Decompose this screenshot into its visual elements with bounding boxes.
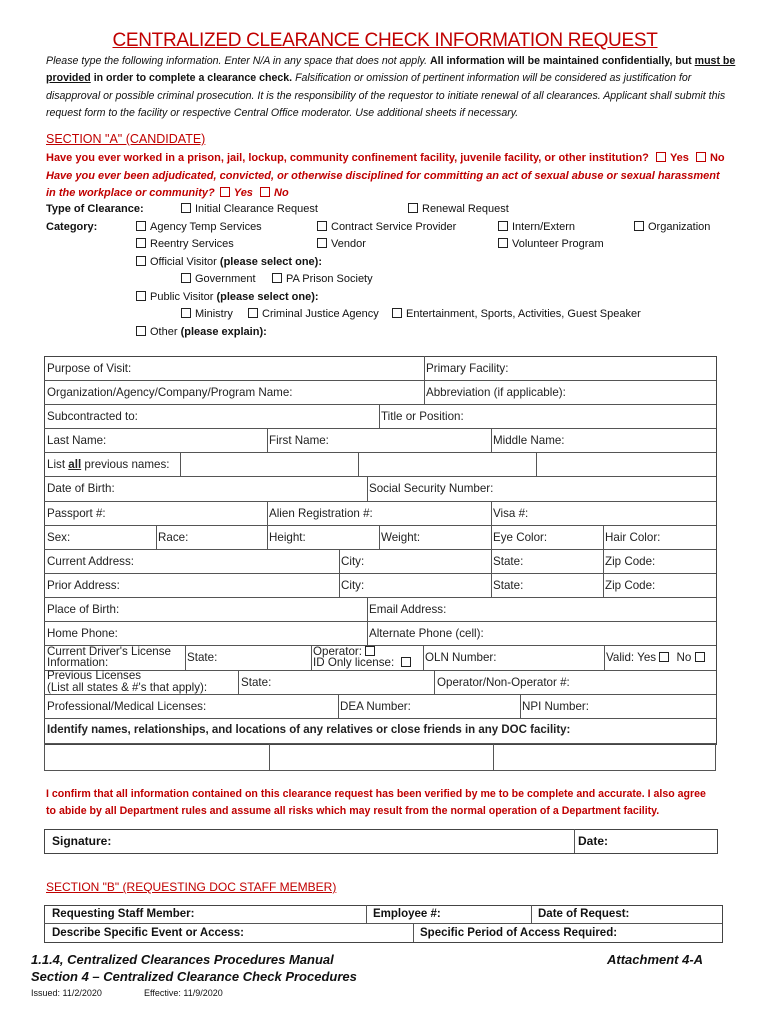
grid-line <box>423 645 424 670</box>
grid-line <box>267 525 268 549</box>
field-alien-registration[interactable]: Alien Registration #: <box>269 507 373 520</box>
q1-yes-label: Yes <box>669 152 689 164</box>
checkbox-valid-yes[interactable] <box>659 652 669 662</box>
checkbox-reentry[interactable] <box>136 238 146 248</box>
option-agency-temp[interactable] <box>136 221 262 233</box>
option-contract-label: Contract Service Provider <box>331 221 457 233</box>
grid-line <box>44 476 716 477</box>
previous-names-post: previous names: <box>84 458 170 471</box>
grid-line <box>358 452 359 476</box>
grid-line <box>366 905 367 923</box>
previous-names-all: all <box>68 458 82 471</box>
field-oln-number[interactable]: OLN Number: <box>425 651 497 664</box>
option-ministry-label: Ministry <box>195 308 233 320</box>
option-official-note: (please select one): <box>219 256 322 268</box>
grid-line <box>604 645 605 670</box>
field-relatives-label: Identify names, relationships, and locations of any relatives or close friends in any DOC facility: <box>47 724 571 736</box>
checkbox-id-only[interactable] <box>401 657 411 667</box>
previous-licenses-line1: Previous Licenses <box>47 669 142 682</box>
field-npi-number[interactable]: NPI Number: <box>522 700 590 713</box>
grid-line <box>379 404 380 428</box>
option-pa-prison[interactable] <box>272 273 373 285</box>
field-dob[interactable]: Date of Birth: <box>47 482 115 495</box>
field-date-of-request[interactable]: Date of Request: <box>538 908 630 920</box>
checkbox-operator[interactable] <box>365 646 375 656</box>
field-alternate-phone[interactable]: Alternate Phone (cell): <box>369 627 484 640</box>
option-government[interactable] <box>181 273 256 285</box>
option-reentry[interactable] <box>136 238 234 250</box>
grid-line <box>44 452 716 453</box>
option-agency-temp-label: Agency Temp Services <box>150 221 262 233</box>
checkbox-ministry[interactable] <box>181 308 191 318</box>
option-vendor[interactable] <box>317 238 366 250</box>
field-prior-address[interactable]: Prior Address: <box>47 579 120 592</box>
previous-names-pre: List <box>47 458 66 471</box>
field-hair-color[interactable]: Hair Color: <box>605 531 661 544</box>
grid-line <box>491 501 492 525</box>
intro-p1: Please type the following information. Enter N/A in any space that does not apply. <box>46 55 428 67</box>
grid-line <box>44 770 716 771</box>
grid-line <box>338 694 339 718</box>
option-government-label: Government <box>195 273 256 285</box>
checkbox-q1-no[interactable] <box>696 152 706 162</box>
field-race[interactable]: Race: <box>158 531 189 544</box>
intro-p1-bold: All information will be maintained confidentially, but <box>429 55 692 67</box>
grid-line <box>379 525 380 549</box>
form-title: CENTRALIZED CLEARANCE CHECK INFORMATION REQUEST <box>112 30 658 51</box>
checkbox-contract[interactable] <box>317 221 327 231</box>
grid-line <box>44 621 716 622</box>
field-previous-state[interactable]: State: <box>241 676 272 689</box>
grid-line <box>367 597 368 645</box>
option-public-note: (please select one): <box>216 291 319 303</box>
grid-line <box>715 743 716 770</box>
field-dea-number[interactable]: DEA Number: <box>340 700 411 713</box>
footer-effective: Effective: 11/9/2020 <box>144 988 223 998</box>
option-ministry[interactable] <box>181 308 233 320</box>
checkbox-government[interactable] <box>181 273 191 283</box>
option-entertainment-label: Entertainment, Sports, Activities, Guest Speaker <box>406 308 641 320</box>
checkbox-initial[interactable] <box>181 203 191 213</box>
field-previous-names[interactable] <box>47 458 169 471</box>
option-organization[interactable] <box>634 221 710 233</box>
checkbox-other[interactable] <box>136 326 146 336</box>
option-public-visitor[interactable] <box>136 291 319 303</box>
checkbox-q1-yes[interactable] <box>656 152 666 162</box>
field-weight[interactable]: Weight: <box>381 531 421 544</box>
field-height[interactable]: Height: <box>269 531 306 544</box>
checkbox-pa-prison[interactable] <box>272 273 282 283</box>
section-a-heading: SECTION "A" (CANDIDATE) <box>46 132 206 146</box>
grid-line <box>520 694 521 718</box>
option-cja-label: Criminal Justice Agency <box>262 308 379 320</box>
section-b-heading: SECTION "B" (REQUESTING DOC STAFF MEMBER) <box>46 880 337 894</box>
grid-line <box>44 525 716 526</box>
signature-field[interactable]: Signature: <box>52 834 112 848</box>
option-reentry-label: Reentry Services <box>150 238 234 250</box>
question-worked-text: Have you ever worked in a prison, jail, lockup, community confinement facility, juvenile facility, or other institution? <box>46 152 649 164</box>
field-current-city[interactable]: City: <box>341 555 365 568</box>
checkbox-public-visitor[interactable] <box>136 291 146 301</box>
field-purpose[interactable]: Purpose of Visit: <box>47 362 132 375</box>
drivers-license-line2: Information: <box>47 656 109 669</box>
grid-line <box>491 525 492 549</box>
field-operator[interactable] <box>313 646 415 668</box>
field-employee-number[interactable]: Employee #: <box>373 908 441 920</box>
grid-line <box>367 476 368 501</box>
relatives-input[interactable] <box>45 744 715 769</box>
grid-line <box>267 428 268 452</box>
grid-line <box>339 549 340 597</box>
type-of-clearance-label: Type of Clearance: <box>46 203 144 215</box>
option-volunteer[interactable] <box>498 238 604 250</box>
option-other[interactable] <box>136 326 267 338</box>
footer-manual: 1.1.4, Centralized Clearances Procedures Manual <box>31 952 334 967</box>
footer-issued: Issued: 11/2/2020 <box>31 988 102 998</box>
option-other-note: (please explain): <box>180 326 267 338</box>
id-only-label: ID Only license: <box>313 656 395 669</box>
checkbox-valid-no[interactable] <box>695 652 705 662</box>
grid-line <box>44 923 722 924</box>
field-drivers-license[interactable] <box>47 646 171 668</box>
intro-p2-bold: in order to complete a clearance check. <box>93 72 293 85</box>
drivers-license-line1: Current Driver's License <box>47 645 171 658</box>
field-subcontracted[interactable]: Subcontracted to: <box>47 410 138 423</box>
grid-line <box>44 573 716 574</box>
option-public-label: Public Visitor <box>150 291 214 303</box>
grid-line <box>44 718 716 719</box>
valid-no-label: No <box>676 651 692 664</box>
intro-p2-rest: Falsification or omission of pertinent information will be considered as justification for disapproval or possible criminal prosecution. It is the responsibility of the requestor to initiate renewal of all clearances. Applicant shall submit this request form to the facility or respective Central Office moderator. Use additional sheets if necessary. <box>46 72 726 119</box>
option-renewal[interactable] <box>408 203 509 215</box>
option-intern-label: Intern/Extern <box>512 221 575 233</box>
footer-section: Section 4 – Centralized Clearance Check Procedures <box>31 969 357 984</box>
grid-line <box>531 905 532 923</box>
grid-line <box>603 525 604 549</box>
option-organization-label: Organization <box>648 221 711 233</box>
field-valid[interactable] <box>606 651 709 664</box>
field-previous-licenses[interactable] <box>47 670 207 694</box>
grid-line <box>424 380 425 404</box>
field-place-of-birth[interactable]: Place of Birth: <box>47 603 120 616</box>
valid-yes-label: Valid: Yes <box>606 651 657 664</box>
question-adjudicated-text: Have you ever been adjudicated, convicted, or otherwise disciplined for committing an act of sexual abuse or sexual harassment in the workplace or community? <box>46 170 720 199</box>
footer-attachment: Attachment 4-A <box>607 952 704 967</box>
grid-line <box>424 356 425 380</box>
grid-line <box>185 645 186 670</box>
question-worked <box>46 152 725 164</box>
grid-line <box>44 597 716 598</box>
checkbox-renewal[interactable] <box>408 203 418 213</box>
option-renewal-label: Renewal Request <box>422 203 509 215</box>
grid-line <box>44 428 716 429</box>
field-current-zip[interactable]: Zip Code: <box>605 555 656 568</box>
checkbox-official-visitor[interactable] <box>136 256 146 266</box>
confirmation-text: I confirm that all information contained on this clearance request has been verified by me to be complete and accurate. I also agree to abide by all Department rules and assume all risks which may result from the normal operation of a Department facility. <box>46 788 706 817</box>
field-email[interactable]: Email Address: <box>369 603 447 616</box>
checkbox-q2-yes[interactable] <box>220 187 230 197</box>
grid-line <box>44 404 716 405</box>
field-title-position[interactable]: Title or Position: <box>381 410 464 423</box>
field-prior-city[interactable]: City: <box>341 579 365 592</box>
grid-line <box>491 549 492 597</box>
field-prior-zip[interactable]: Zip Code: <box>605 579 656 592</box>
field-abbreviation[interactable]: Abbreviation (if applicable): <box>426 386 566 399</box>
option-cja[interactable] <box>248 308 379 320</box>
grid-line <box>267 501 268 525</box>
option-other-label: Other <box>150 326 178 338</box>
q1-no-label: No <box>709 152 725 164</box>
field-current-state[interactable]: State: <box>493 555 524 568</box>
field-eye-color[interactable]: Eye Color: <box>493 531 548 544</box>
field-current-address[interactable]: Current Address: <box>47 555 134 568</box>
field-specific-event[interactable]: Describe Specific Event or Access: <box>52 927 244 939</box>
checkbox-organization[interactable] <box>634 221 644 231</box>
grid-line <box>180 452 181 476</box>
grid-line <box>413 923 414 942</box>
field-professional-licenses[interactable]: Professional/Medical Licenses: <box>47 700 207 713</box>
field-primary-facility[interactable]: Primary Facility: <box>426 362 509 375</box>
option-initial[interactable] <box>181 203 318 215</box>
option-initial-label: Initial Clearance Request <box>195 203 318 215</box>
q2-no-label: No <box>274 187 289 199</box>
field-requesting-staff[interactable]: Requesting Staff Member: <box>52 908 195 920</box>
q2-yes-label: Yes <box>233 187 253 199</box>
grid-line <box>491 428 492 452</box>
operator-label: Operator: <box>313 645 362 658</box>
grid-line <box>574 829 575 853</box>
grid-line <box>311 645 312 670</box>
checkbox-cja[interactable] <box>248 308 258 318</box>
field-period-of-access[interactable]: Specific Period of Access Required: <box>420 927 618 939</box>
option-contract[interactable] <box>317 221 456 233</box>
field-visa[interactable]: Visa #: <box>493 507 529 520</box>
grid-line <box>434 670 435 694</box>
field-ssn[interactable]: Social Security Number: <box>369 482 494 495</box>
date-field[interactable]: Date: <box>578 834 609 848</box>
category-label: Category: <box>46 221 98 233</box>
option-official-label: Official Visitor <box>150 256 217 268</box>
field-dl-state[interactable]: State: <box>187 651 218 664</box>
grid-line <box>238 670 239 694</box>
option-official-visitor[interactable] <box>136 256 322 268</box>
field-middle-name[interactable]: Middle Name: <box>493 434 565 447</box>
option-volunteer-label: Volunteer Program <box>512 238 604 250</box>
grid-line <box>44 380 716 381</box>
grid-line <box>44 694 716 695</box>
grid-line <box>156 525 157 549</box>
grid-line <box>44 501 716 502</box>
checkbox-volunteer[interactable] <box>498 238 508 248</box>
grid-line <box>603 549 604 597</box>
grid-line <box>44 549 716 550</box>
intro-text <box>46 53 736 122</box>
intro-p2-under: must be provided <box>46 55 736 85</box>
checkbox-vendor[interactable] <box>317 238 327 248</box>
checkbox-entertainment[interactable] <box>392 308 402 318</box>
option-entertainment[interactable] <box>392 308 641 320</box>
field-prior-state[interactable]: State: <box>493 579 524 592</box>
field-sex[interactable]: Sex: <box>47 531 71 544</box>
field-home-phone[interactable]: Home Phone: <box>47 627 118 640</box>
checkbox-intern[interactable] <box>498 221 508 231</box>
option-pa-prison-label: PA Prison Society <box>286 273 373 285</box>
field-passport[interactable]: Passport #: <box>47 507 106 520</box>
option-vendor-label: Vendor <box>331 238 366 250</box>
checkbox-agency-temp[interactable] <box>136 221 146 231</box>
grid-line <box>536 452 537 476</box>
checkbox-q2-no[interactable] <box>260 187 270 197</box>
signature-row <box>44 829 718 854</box>
question-adjudicated <box>46 168 726 202</box>
field-organization[interactable]: Organization/Agency/Company/Program Name: <box>47 386 293 399</box>
field-first-name[interactable]: First Name: <box>269 434 329 447</box>
field-operator-non-operator[interactable]: Operator/Non-Operator #: <box>437 676 570 689</box>
field-last-name[interactable]: Last Name: <box>47 434 107 447</box>
previous-licenses-line2: (List all states & #'s that apply): <box>47 681 208 694</box>
option-intern[interactable] <box>498 221 575 233</box>
